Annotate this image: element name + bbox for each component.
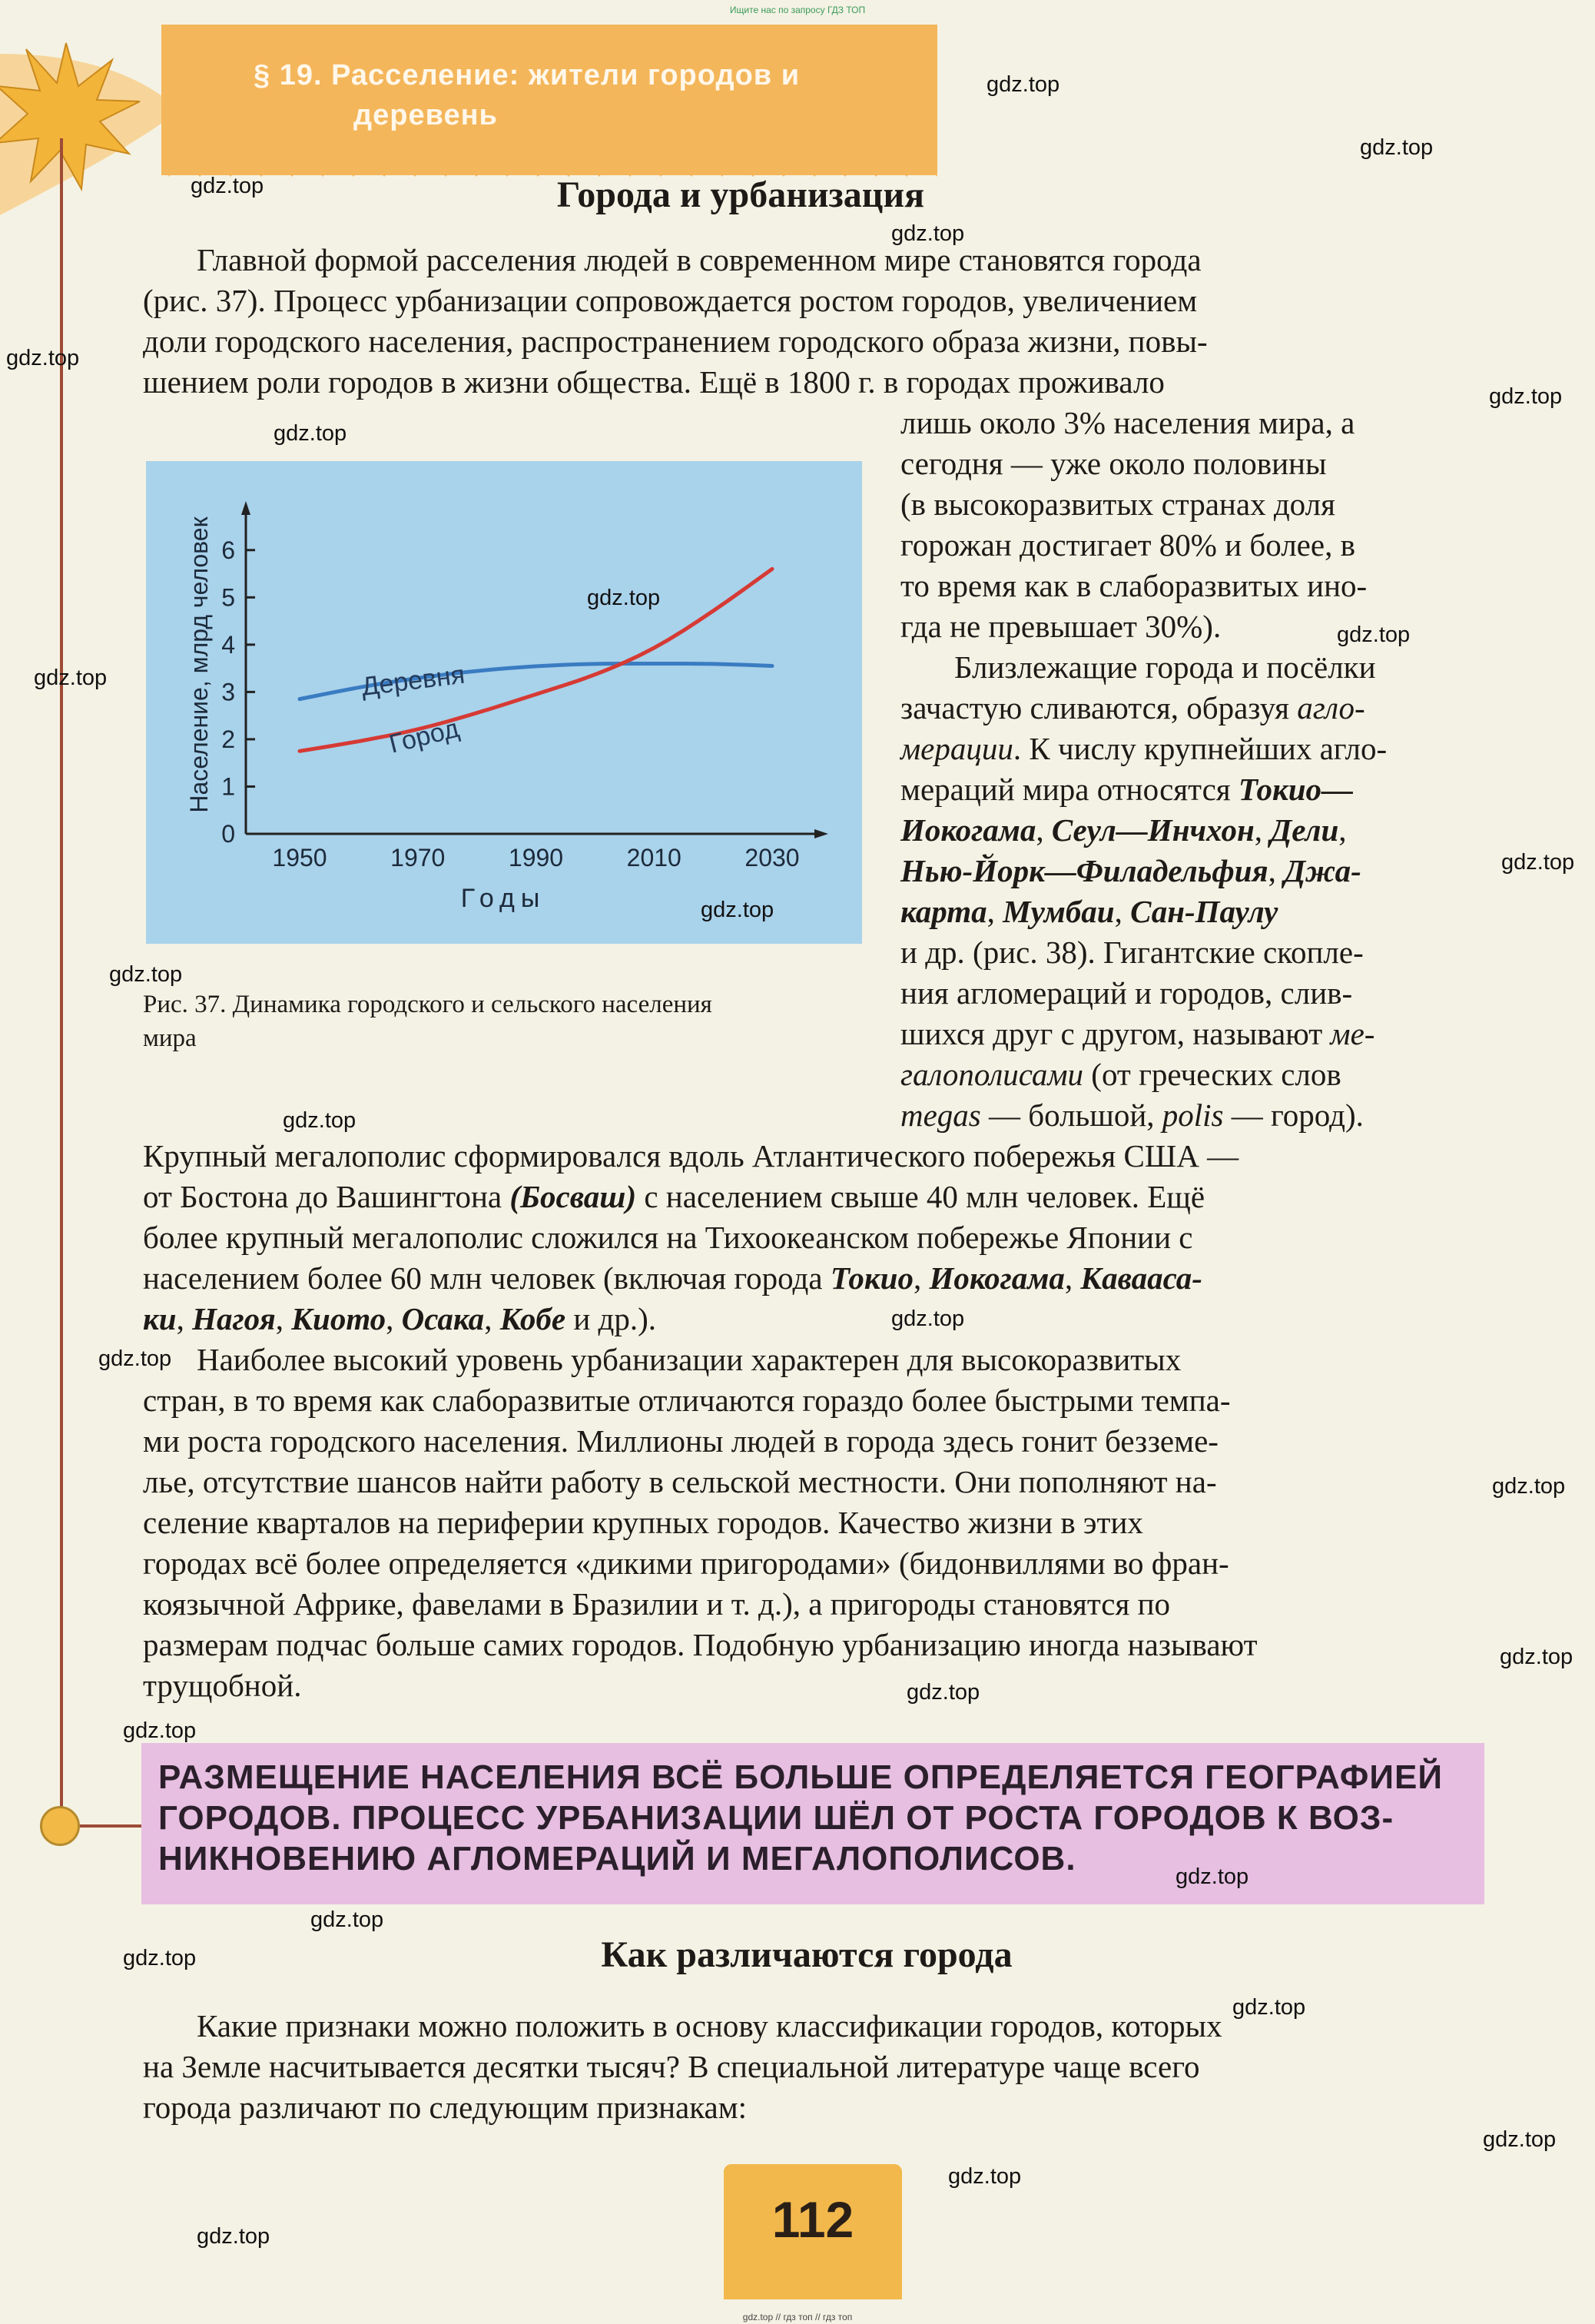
- p2-line-9: ния агломераций и городов, слив-: [900, 975, 1353, 1011]
- paragraph-1: [143, 240, 1489, 403]
- figure-caption: [143, 988, 880, 1055]
- y-tick-label: 2: [221, 725, 235, 753]
- p3-line-4: населением более 60 млн человек (включая города Токио, Иокогама, Кавааса-: [143, 1260, 1202, 1296]
- series-label-city: Город: [386, 713, 463, 759]
- x-tick-label: 1990: [508, 844, 564, 872]
- x-tick-label: 2010: [626, 844, 681, 872]
- right-column: [900, 403, 1489, 1136]
- watermark: gdz.top: [6, 346, 80, 370]
- watermark: gdz.top: [1483, 2127, 1557, 2152]
- p2-line-2: зачастую сливаются, образуя агло-: [900, 690, 1365, 725]
- p4-line-1: Наиболее высокий уровень урбанизации характерен для высокоразвитых: [197, 1342, 1182, 1377]
- series-line-city: [300, 569, 772, 751]
- series-label-village: Деревня: [360, 659, 466, 702]
- p2-line-4: мераций мира относятся Токио—: [900, 772, 1354, 807]
- summary-text: [158, 1757, 1480, 1879]
- watermark: gdz.top: [1501, 850, 1575, 875]
- watermark: gdz.top: [34, 666, 108, 690]
- caption-line-1: Рис. 37. Динамика городского и сельского населения: [143, 991, 712, 1018]
- watermark: gdz.top: [1360, 135, 1434, 160]
- watermark: gdz.top: [274, 421, 347, 446]
- watermark: gdz.top: [310, 1907, 384, 1932]
- p1-line-2: (рис. 37). Процесс урбанизации сопровождается ростом городов, увеличением: [143, 283, 1198, 318]
- y-axis-label: Население, млрд человек: [185, 516, 213, 813]
- margin-line: [60, 138, 63, 1829]
- p2-line-3: мерации. К числу крупнейших агло-: [900, 731, 1388, 766]
- p2-line-11: галополисами (от греческих слов: [900, 1057, 1341, 1092]
- p1-right-5: то время как в слаборазвитых ино-: [900, 568, 1368, 603]
- x-tick-label: 1970: [390, 844, 446, 872]
- y-tick-label: 5: [221, 583, 235, 612]
- p4-line-4: лье, отсутствие шансов найти работу в сельской местности. Они пополняют на-: [143, 1464, 1217, 1499]
- watermark: gdz.top: [123, 1946, 197, 1970]
- bottom-note: gdz.top // гдз топ // гдз топ: [742, 2312, 853, 2322]
- watermark: gdz.top: [1492, 1474, 1566, 1499]
- p4-line-2: стран, в то время как слаборазвитые отличаются гораздо более быстрыми темпа-: [143, 1383, 1231, 1418]
- section-title-cities: Города и урбанизация: [556, 174, 925, 215]
- watermark: gdz.top: [1489, 384, 1563, 409]
- p2-line-10: шихся друг с другом, называют ме-: [900, 1016, 1375, 1051]
- p2-line-1: Близлежащие города и посёлки: [954, 649, 1376, 685]
- watermark: gdz.top: [283, 1108, 356, 1133]
- p5-line-2: на Земле насчитывается десятки тысяч? В специальной литературе чаще всего: [143, 2049, 1200, 2084]
- watermark: gdz.top: [948, 2164, 1022, 2189]
- p4-line-8: размерам подчас больше самих городов. Подобную урбанизацию иногда называют: [143, 1627, 1258, 1662]
- p3-line-3: более крупный мегалополис сложился на Тихоокеанском побережье Японии с: [143, 1220, 1193, 1255]
- y-axis-arrow: [241, 501, 250, 515]
- top-note: Ищите нас по запросу ГДЗ ТОП: [729, 5, 866, 15]
- section-title-city-types: Как различаются города: [601, 1934, 1013, 1975]
- p2-line-5: Иокогама, Сеул—Инчхон, Дели,: [900, 812, 1347, 848]
- y-tick-label: 4: [221, 630, 235, 659]
- watermark: gdz.top: [907, 1680, 980, 1705]
- p3-line-2: от Бостона до Вашингтона (Босваш) с населением свыше 40 млн человек. Ещё: [143, 1179, 1205, 1214]
- x-tick-label: 1950: [272, 844, 327, 872]
- watermark: gdz.top: [191, 174, 264, 198]
- p4-line-5: селение кварталов на периферии крупных городов. Качество жизни в этих: [143, 1505, 1143, 1540]
- caption-line-2: мира: [143, 1024, 197, 1052]
- section-header: [254, 55, 884, 135]
- watermark: gdz.top: [987, 72, 1060, 97]
- x-tick-label: 2030: [744, 844, 800, 872]
- p1-right-4: горожан достигает 80% и более, в: [900, 527, 1355, 563]
- watermark: gdz.top: [197, 2224, 270, 2249]
- watermark: gdz.top: [109, 962, 183, 987]
- y-tick-label: 1: [221, 772, 235, 801]
- population-chart: [146, 461, 862, 944]
- p2-line-12: megas — большой, polis — город).: [900, 1097, 1364, 1133]
- watermark: gdz.top: [587, 586, 661, 610]
- watermark: gdz.top: [891, 1306, 965, 1331]
- p4-line-3: ми роста городского населения. Миллионы людей в города здесь гонит безземе-: [143, 1423, 1219, 1459]
- p1-line-4: шением роли городов в жизни общества. Ещё в 1800 г. в городах проживало: [143, 364, 1165, 400]
- margin-dot-icon: [40, 1806, 80, 1846]
- paragraph-5: [143, 2006, 1489, 2128]
- x-axis-label: Годы: [460, 884, 546, 913]
- p1-line-1: Главной формой расселения людей в современном мире становятся города: [197, 242, 1202, 277]
- p1-right-3: (в высокоразвитых странах доля: [900, 486, 1335, 522]
- p3-line-5: ки, Нагоя, Киото, Осака, Кобе и др.).: [143, 1301, 657, 1336]
- watermark: gdz.top: [1176, 1864, 1249, 1889]
- p1-line-3: доли городского населения, распространением городского образа жизни, повы-: [143, 324, 1208, 359]
- x-axis-arrow: [814, 829, 828, 838]
- p4-line-6: городах всё более определяется «дикими пригородами» (бидонвиллями во фран-: [143, 1545, 1229, 1581]
- watermark: gdz.top: [123, 1718, 197, 1743]
- watermark: gdz.top: [701, 898, 774, 922]
- p5-line-3: города различают по следующим признакам:: [143, 2090, 748, 2125]
- p2-line-6: Нью-Йорк—Филадельфия, Джа-: [900, 853, 1361, 888]
- y-tick-label: 0: [221, 820, 235, 848]
- p2-line-8: и др. (рис. 38). Гигантские скопле-: [900, 935, 1364, 970]
- watermark: gdz.top: [1337, 622, 1411, 647]
- paragraph-3: [143, 1136, 1489, 1706]
- p1-right-6: гда не превышает 30%).: [900, 609, 1222, 644]
- p2-line-7: карта, Мумбаи, Сан-Паулу: [900, 894, 1278, 929]
- p1-right-1: лишь около 3% населения мира, а: [900, 405, 1355, 440]
- y-tick-label: 3: [221, 678, 235, 706]
- p3-line-1: Крупный мегалополис сформировался вдоль Атлантического побережья США —: [143, 1138, 1239, 1174]
- section-header-line2: деревень: [353, 99, 498, 131]
- watermark: gdz.top: [891, 221, 965, 246]
- page-number: 112: [771, 2191, 854, 2248]
- p4-line-9: трущобной.: [143, 1668, 302, 1703]
- p1-right-2: сегодня — уже около половины: [900, 446, 1327, 481]
- p4-line-7: коязычной Африке, фавелами в Бразилии и т. д.), а пригороды становятся по: [143, 1586, 1171, 1622]
- p5-line-1: Какие признаки можно положить в основу классификации городов, которых: [197, 2008, 1222, 2043]
- watermark: gdz.top: [98, 1346, 172, 1371]
- summary-line-3: НИКНОВЕНИЮ АГЛОМЕРАЦИЙ И МЕГАЛОПОЛИСОВ.: [158, 1840, 1076, 1877]
- y-tick-label: 6: [221, 536, 235, 564]
- summary-line-1: РАЗМЕЩЕНИЕ НАСЕЛЕНИЯ ВСЁ БОЛЬШЕ ОПРЕДЕЛЯЕТСЯ ГЕОГРАФИЕЙ: [158, 1758, 1443, 1796]
- summary-line-2: ГОРОДОВ. ПРОЦЕСС УРБАНИЗАЦИИ ШЁЛ ОТ РОСТА ГОРОДОВ К ВОЗ-: [158, 1799, 1394, 1837]
- watermark: gdz.top: [1500, 1645, 1573, 1669]
- watermark: gdz.top: [1232, 1995, 1306, 2020]
- section-header-line1: § 19. Расселение: жители городов и: [254, 59, 801, 91]
